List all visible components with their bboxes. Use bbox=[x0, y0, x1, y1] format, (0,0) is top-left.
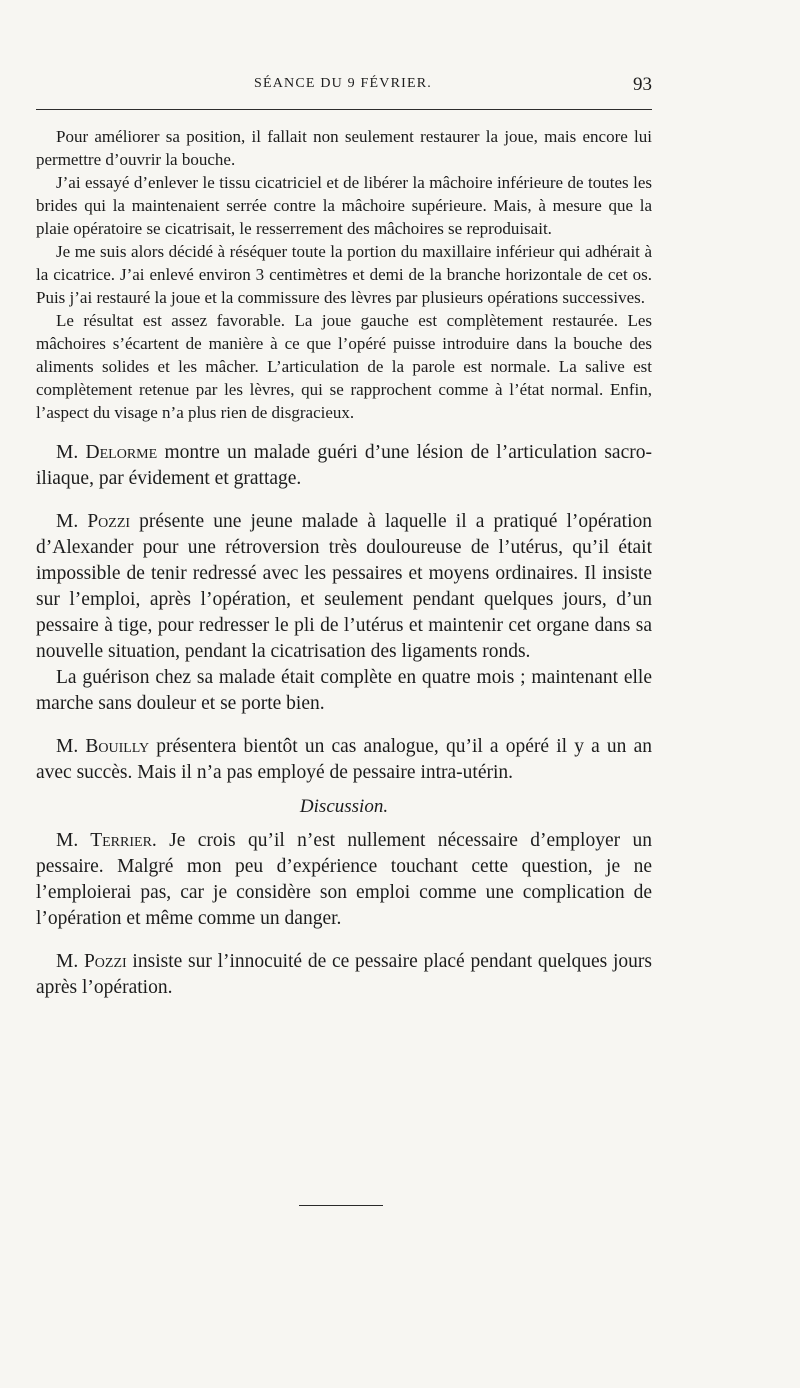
paragraph-healing: La guérison chez sa malade était complète en quatre mois ; maintenant elle marche sans douleur et se porte bien. bbox=[36, 667, 652, 714]
paragraph-result: Le résultat est assez favorable. La joue gauche est complètement restaurée. Les mâchoires s’écartent de manière à ce que l’opéré puisse introduire dans la bouche des aliments solides et les mâcher. L’articulation de la parole est normale. La salive est complètement retenue par les lèvres, qui se rapprochent comme à l’état normal. Enfin, l’aspect du visage n’a plus rien de disgracieux. bbox=[36, 311, 652, 422]
paragraph-text: présentera bientôt un cas analogue, qu’il a opéré il y a un an avec succès. Mais il n’a pas employé de pessaire intra-utérin. bbox=[36, 736, 652, 783]
paragraph-pozzi-presentation bbox=[36, 509, 652, 665]
header-rule bbox=[36, 109, 652, 110]
speaker-name: M. Pozzi bbox=[56, 511, 131, 532]
paragraph-gap bbox=[36, 717, 652, 734]
speaker-name: M. Bouilly bbox=[56, 736, 150, 757]
speaker-name: M. Delorme bbox=[56, 442, 158, 463]
speaker-name: M. Terrier. bbox=[56, 830, 157, 851]
paragraph-text: montre un malade guéri d’une lésion de l’articulation sacro-iliaque, par évidement et grattage. bbox=[36, 442, 652, 489]
paragraph-scar-tissue: J’ai essayé d’enlever le tissu cicatriciel et de libérer la mâchoire inférieure de toutes les brides qui la maintenaient serrée contre la mâchoire supérieure. Mais, à mesure que la plaie opératoire se cicatrisait, le resserrement des mâchoires se reproduisait. bbox=[36, 173, 652, 238]
paragraph-bouilly bbox=[36, 734, 652, 786]
paragraph-restore-cheek: Pour améliorer sa position, il fallait non seulement restaurer la joue, mais encore lui permettre d’ouvrir la bouche. bbox=[36, 127, 652, 169]
paragraph-text: insiste sur l’innocuité de ce pessaire placé pendant quelques jours après l’opération. bbox=[36, 951, 652, 998]
paragraph-gap bbox=[36, 932, 652, 949]
paragraph-terrier bbox=[36, 828, 652, 932]
page-header bbox=[34, 74, 652, 100]
page-number: 93 bbox=[633, 74, 652, 95]
paragraph-text: présente une jeune malade à laquelle il a pratiqué l’opération d’Alexander pour une rétroversion très douloureuse de l’utérus, qu’il était impossible de tenir redressé avec les pessaires et moyens ordinaires. Il insiste sur l’emploi, après l’opération, et seulement pendant quelques jours, d’un pessaire à tige, pour redresser le pli de l’utérus et maintenir cet organe dans sa nouvelle situation, pendant la cicatrisation des ligaments ronds. bbox=[36, 511, 653, 662]
discussion-heading: Discussion. bbox=[299, 796, 389, 817]
section-end-rule bbox=[299, 1205, 383, 1206]
paragraph-pozzi-response bbox=[36, 949, 652, 1001]
paragraph-resection: Je me suis alors décidé à réséquer toute la portion du maxillaire inférieur qui adhérait à la cicatrice. J’ai enlevé environ 3 centimètres et demi de la branche horizontale de cet os. Puis j’ai restauré la joue et la commissure des lèvres par plusieurs opérations successives. bbox=[36, 242, 652, 307]
paragraph-gap bbox=[36, 424, 652, 440]
paragraph-text: Je crois qu’il n’est nullement nécessaire d’employer un pessaire. Malgré mon peu d’expérience touchant cette question, je ne l’emploierai pas, car je considère son emploi comme une complication de l’opération et même comme un danger. bbox=[36, 830, 652, 929]
paragraph-gap bbox=[36, 492, 652, 509]
speaker-name: M. Pozzi bbox=[56, 951, 127, 972]
body-text bbox=[36, 125, 652, 1001]
paragraph-delorme bbox=[36, 440, 652, 492]
running-head: SÉANCE DU 9 FÉVRIER. bbox=[253, 76, 432, 91]
